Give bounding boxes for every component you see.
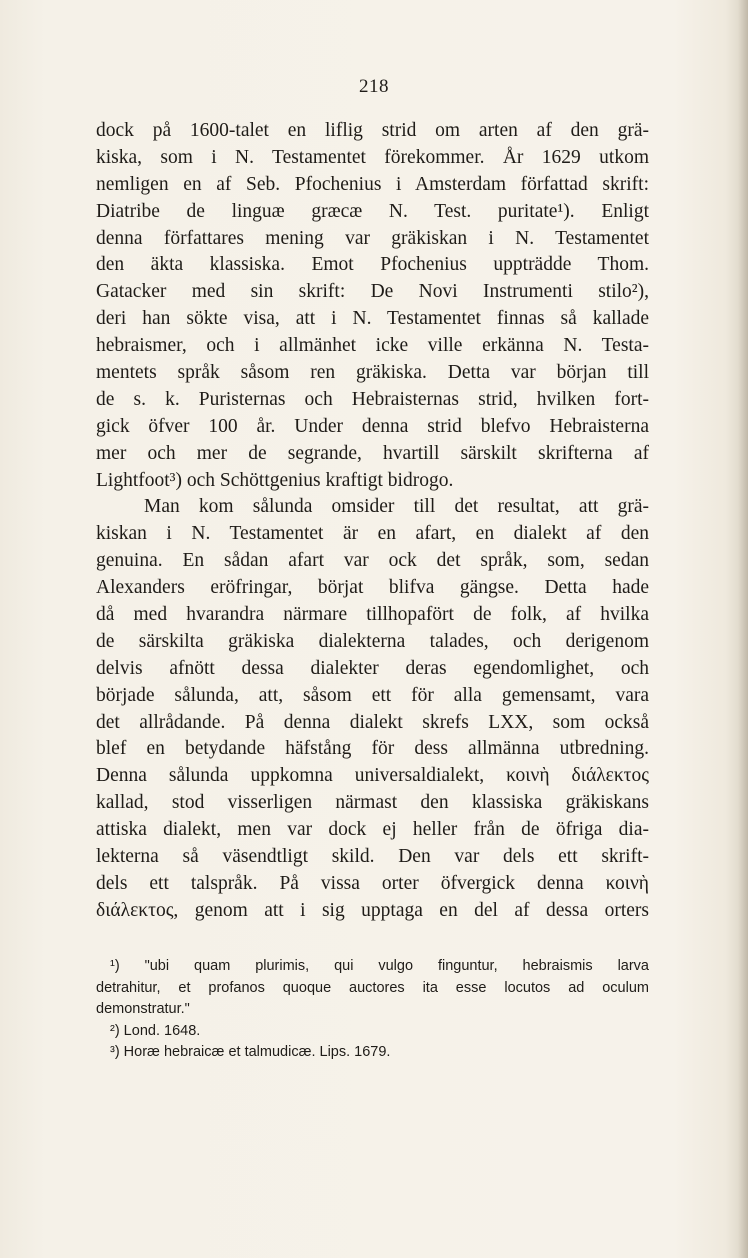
text-line: dels ett talspråk. På vissa orter öfvergick denna κοινὴ — [96, 872, 649, 894]
text-line: διάλεκτος, genom att i sig upptaga en del af dessa orters — [96, 899, 649, 921]
footnote-line: ¹) "ubi quam plurimis, qui vulgo finguntur, hebraismis larva — [110, 958, 649, 974]
text-line: började sålunda, att, såsom ett för alla gemensamt, vara — [96, 684, 649, 706]
text-line: Lightfoot³) och Schöttgenius kraftigt bidrogo. — [96, 469, 454, 491]
text-line: hebraismer, och i allmänhet icke ville erkänna N. Testa- — [96, 335, 649, 357]
text-line: det allrådande. På denna dialekt skrefs LXX, som också — [96, 711, 649, 733]
page-edge-shadow — [738, 0, 748, 1258]
text-line: de s. k. Puristernas och Hebraisternas strid, hvilken fort- — [96, 388, 649, 410]
footnote-line: detrahitur, et profanos quoque auctores ita esse locutos ad oculum — [96, 979, 649, 996]
footnote-line: ³) Horæ hebraicæ et talmudicæ. Lips. 1679. — [110, 1044, 391, 1060]
text-line: den äkta klassiska. Emot Pfochenius uppträdde Thom. — [96, 254, 649, 276]
text-line: mer och mer de segrande, hvartill särskilt skrifterna af — [96, 442, 649, 464]
footnotes — [96, 956, 649, 1064]
text-line: dock på 1600-talet en liflig strid om arten af den grä- — [96, 120, 649, 141]
body-text — [96, 118, 649, 925]
text-line: Diatribe de linguæ græcæ N. Test. puritate¹). Enligt — [96, 200, 649, 222]
text-line: Denna sålunda uppkomna universaldialekt, κοινὴ διάλεκτος — [96, 765, 649, 787]
text-line: blef en betydande häfstång för dess allmänna utbredning. — [96, 738, 649, 760]
text-line: genuina. En sådan afart var ock det språk, som, sedan — [96, 550, 649, 572]
text-line: Alexanders eröfringar, börjat blifva gängse. Detta hade — [96, 577, 649, 599]
text-line: kallad, stod visserligen närmast den klassiska gräkiskans — [96, 792, 649, 814]
text-line: Gatacker med sin skrift: De Novi Instrumenti stilo²), — [96, 281, 649, 303]
text-line: Man kom sålunda omsider till det resultat, att grä- — [144, 496, 649, 518]
text-line: nemligen en af Seb. Pfochenius i Amsterdam författad skrift: — [96, 173, 649, 195]
page-number: 218 — [359, 76, 389, 97]
text-line: lekterna så väsendtligt skild. Den var dels ett skrift- — [96, 846, 649, 868]
text-line: attiska dialekt, men var dock ej heller från de öfriga dia- — [96, 819, 649, 841]
text-line: delvis afnött dessa dialekter deras egendomlighet, och — [96, 657, 649, 679]
text-line: de särskilta gräkiska dialekterna talades, och derigenom — [96, 630, 649, 652]
text-line: då med hvarandra närmare tillhopafört de folk, af hvilka — [96, 604, 649, 626]
text-line: deri han sökte visa, att i N. Testamentet finnas så kallade — [96, 308, 649, 330]
text-line: kiska, som i N. Testamentet förekommer. År 1629 utkom — [96, 146, 649, 168]
text-line: denna författares mening var gräkiskan i N. Testamentet — [96, 227, 649, 249]
text-line: mentets språk såsom ren gräkiska. Detta var början till — [96, 362, 649, 384]
footnote-line: demonstratur." — [96, 1001, 190, 1017]
text-line: gick öfver 100 år. Under denna strid blefvo Hebraisterna — [96, 415, 649, 437]
footnote-line: ²) Lond. 1648. — [110, 1022, 201, 1039]
text-line: kiskan i N. Testamentet är en afart, en dialekt af den — [96, 523, 649, 545]
